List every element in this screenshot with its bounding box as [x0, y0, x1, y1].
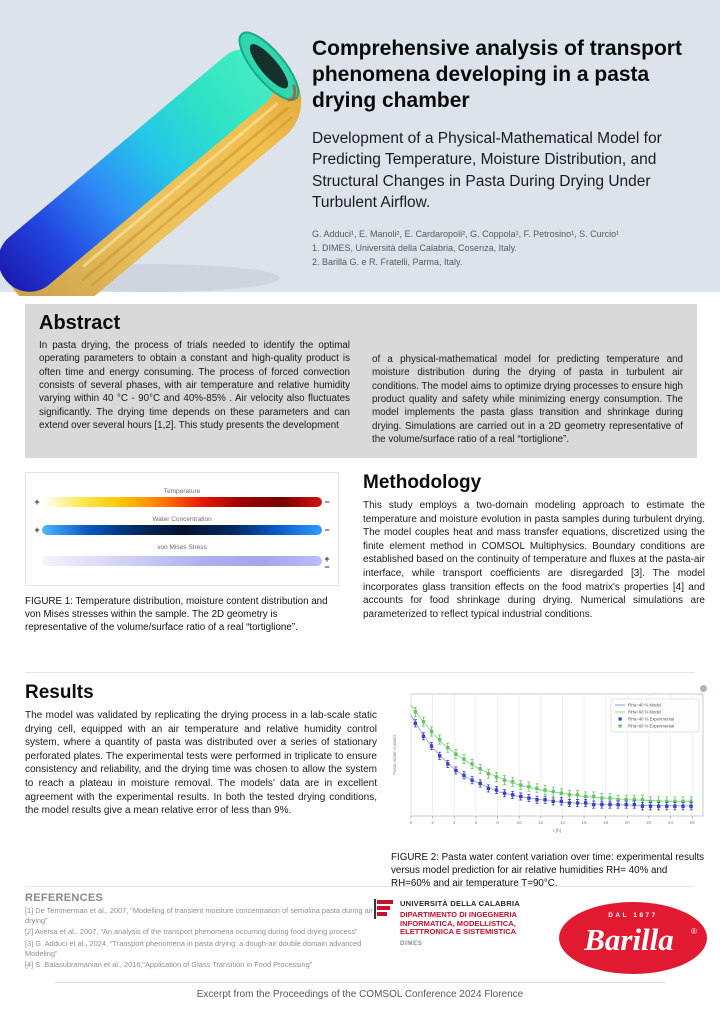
svg-text:Pasta water content: Pasta water content [392, 735, 397, 775]
plus-sign: + [34, 524, 40, 535]
unical-name: UNIVERSITÀ DELLA CALABRIA [400, 899, 520, 908]
page-subtitle: Development of a Physical-Mathematical Model for Predicting Temperature, Moisture Distribution, and Structural Changes in Pasta During Drying Under Turbulent Airflow. [312, 130, 662, 212]
colorbar-von-mises-label: von Mises Stress [157, 544, 207, 551]
svg-text:20: 20 [624, 820, 630, 825]
unical-logo [373, 898, 545, 947]
results-body: The model was validated by replicating the drying process in a lab-scale static drying cell, equipped with an air temperature and relative humidity control system, where a quantity of pasta was distributed over a series of stationary perforated plates. The experimental tests were performed in triplicate to ensure consistency and reliability, and the drying time was chosen to allow the system to reach a plateau in moisture removal. The models’ data are in excellent agreement with the experimental results. In both the tested drying conditions, the model results give a mean relative error of less than 9%. [25, 710, 377, 817]
footer-text: Excerpt from the Proceedings of the COMSOL Conference 2024 Florence [196, 989, 524, 1000]
svg-text:12: 12 [538, 820, 544, 825]
figure2-column [377, 687, 711, 891]
unical-flag-icon [373, 898, 395, 920]
middle-row [25, 472, 705, 635]
svg-text:18: 18 [603, 820, 609, 825]
methodology-section [343, 472, 705, 635]
barilla-tagline: DAL 1877 [608, 912, 658, 919]
barilla-wordmark: Barilla [584, 922, 674, 957]
reference-item: [1] De Temmerman et al., 2007, “Modelling of transient moisture concentration of semolina pasta during air drying” [25, 906, 373, 926]
colorbar-water-label: Water Concentration [152, 516, 212, 523]
affiliation-2: 2. Barilla G. e R. Fratelli, Parma, Italy. [312, 257, 463, 268]
reference-item: [2] Aversa et al., 2007, “An analysis of the transport phenomena occurring during food drying process” [25, 927, 358, 937]
minus-sign: − [324, 562, 330, 572]
colorbar-water-concentration [32, 516, 332, 535]
abstract-section [25, 304, 697, 458]
svg-text:10: 10 [516, 820, 522, 825]
svg-text:RHa=60 % Model: RHa=60 % Model [628, 709, 661, 715]
footer [55, 982, 665, 1000]
unical-dimes: DIMES [400, 940, 423, 948]
reference-item: [3] G. Adduci et al., 2024, “Transport phenomena in pasta drying: a dough-air double domain advanced Modeling” [25, 938, 362, 958]
temperature-gradient-bar [42, 497, 322, 507]
svg-text:24: 24 [668, 820, 674, 825]
abstract-column-2: of a physical-mathematical model for predicting temperature and moisture distribution during the drying of pasta in turbulent air conditions. The model aims to optimize drying processes to ensure high product quality and safety while minimizing energy consumption. The model implements the pasta glass transition and shrinkage during drying. Simulations are carried out in a 2D geometry representative of the volume/surface ratio of a real “tortiglione”. [372, 354, 683, 445]
logos-row [373, 892, 709, 976]
svg-text:14: 14 [559, 820, 565, 825]
affiliation-1: 1. DIMES, Università della Calabria, Cosenza, Italy. [312, 242, 517, 253]
minus-sign: − [324, 496, 330, 507]
svg-text:2: 2 [431, 820, 434, 825]
plus-minus-signs [322, 555, 332, 571]
results-section [25, 682, 710, 891]
svg-text:t [h]: t [h] [553, 829, 561, 834]
plus-sign: + [324, 554, 330, 564]
minus-sign: − [324, 524, 330, 535]
svg-text:RHa=40 % Model: RHa=40 % Model [628, 702, 661, 708]
svg-text:RHa=60 % Experimental: RHa=60 % Experimental [628, 723, 674, 729]
reference-item: [4] S. Balasubramanian et al., 2016,“Application of Glass Transition in Food Processing” [25, 960, 313, 970]
plus-sign: + [34, 496, 40, 507]
svg-text:16: 16 [581, 820, 587, 825]
page-title: Comprehensive analysis of transport phenomena developing in a pasta drying chamber [312, 37, 682, 113]
methodology-body: This study employs a two-domain modeling approach to estimate the temperature and moisture evolution in pasta samples during turbulent drying. The model couples heat and mass transfer equations, discretized using the finite element method in COMSOL Multiphysics. Boundary conditions are established based on the continuity of temperature and fluxes at the pasta-air interface, while transport coefficients are disregarded [3]. The model incorporates glass transition effects on the food matrix's properties [4] and accounts for food shrinkage during drying. Numerical simulations are parameterized to reflect typical industrial conditions. [363, 500, 705, 620]
svg-text:8: 8 [496, 820, 499, 825]
section-divider [25, 886, 695, 887]
figure1-caption: FIGURE 1: Temperature distribution, moisture content distribution and von Mises stresses within the sample. The 2D geometry is representative of the volume/surface ratio of a real “tortiglione”. [25, 596, 328, 633]
barilla-logo [557, 900, 709, 976]
svg-text:0: 0 [409, 820, 413, 825]
von-mises-gradient-bar [42, 556, 322, 566]
svg-text:6: 6 [474, 820, 478, 825]
svg-text:22: 22 [646, 820, 652, 825]
abstract-column-1: In pasta drying, the process of trials needed to identify the optimal operating parameters to obtain a constant and high-quality product is often time and energy consuming. The process of forced convection consists of several phases, with air temperature and relative humidity varying within 40 °C - 90°C and 40%-85% . Air velocity also fluctuates significantly. The drying time depends on these parameters and can extend over several hours [1,2]. This study presents the development [39, 340, 350, 431]
figure1-column [25, 472, 343, 635]
figure2-chart [389, 687, 711, 839]
svg-text:26: 26 [689, 820, 695, 825]
registered-mark: ® [691, 927, 697, 936]
section-divider [25, 672, 695, 673]
colorbar-temperature-label: Temperature [163, 488, 201, 495]
chart-corner-icon [700, 685, 707, 692]
references-heading: REFERENCES [25, 892, 104, 904]
methodology-heading: Methodology [363, 472, 482, 493]
colorbar-von-mises [32, 544, 332, 572]
abstract-heading: Abstract [39, 312, 121, 334]
authors-line: G. Adduci¹, E. Manoli², E. Cardaropoli², G. Coppola¹, F. Petrosino¹, S. Curcio¹ [312, 228, 620, 239]
results-heading: Results [25, 682, 94, 703]
references-section [25, 892, 373, 976]
pasta-render-image [0, 6, 345, 296]
svg-text:RHa=40 % Experimental: RHa=40 % Experimental [628, 716, 674, 722]
unical-department: DIPARTIMENTO DI INGEGNERIA INFORMATICA, MODELLISTICA, ELETTRONICA E SISTEMISTICA [400, 910, 517, 937]
colorbar-temperature [32, 488, 332, 507]
references-row [25, 892, 705, 976]
water-gradient-bar [42, 525, 322, 535]
header-band [0, 0, 720, 292]
svg-text:4: 4 [453, 820, 456, 825]
figure2-caption: FIGURE 2: Pasta water content variation over time: experimental results versus model prediction for air relative humidities RH= 40% and RH=60% and air temperature T=90°C. [391, 852, 705, 889]
title-block [312, 36, 708, 270]
figure1-colorbars [25, 472, 339, 586]
